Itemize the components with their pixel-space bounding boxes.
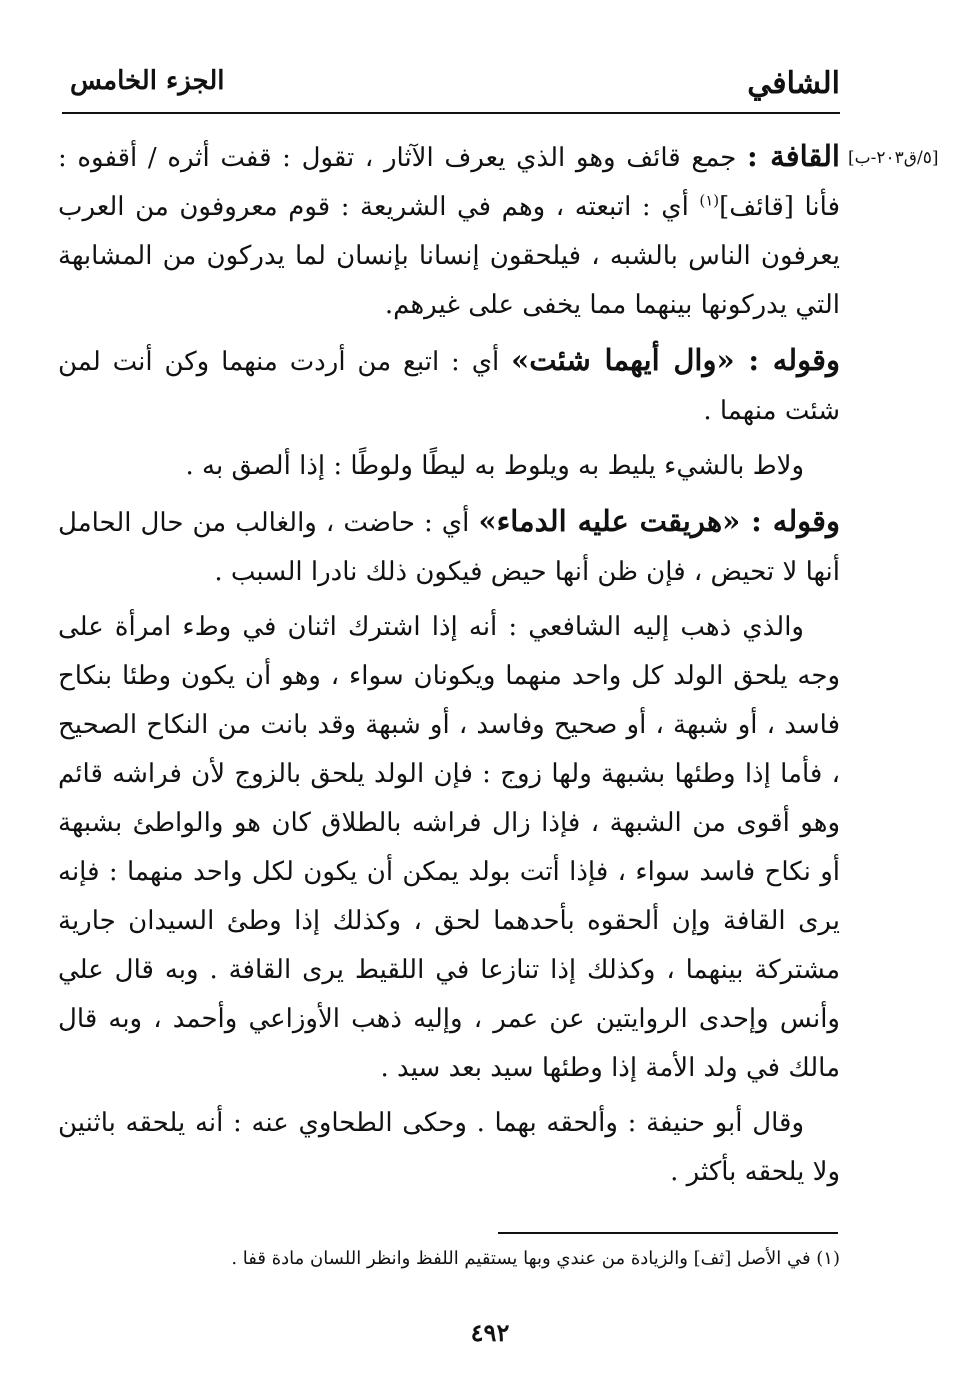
quoted-term: «وال أيهما شئت» (511, 343, 735, 377)
paragraph-abu-hanifa (58, 1099, 840, 1197)
quoted-term: «هريقت عليه الدماء» (478, 504, 741, 538)
paragraph-text: ولاط بالشيء يليط به ويلوط به ليطًا ولوطًا : إذا ألصق به . (185, 451, 804, 481)
paragraph-text: وقال أبو حنيفة : وألحقه بهما . وحكى الطحاوي عنه : أنه يلحقه باثنين ولا يلحقه بأكثر . (58, 1108, 840, 1187)
paragraph-lat (58, 442, 840, 491)
paragraph-text: أي : اتبعته ، وهم في الشريعة : قوم معروفون من العرب يعرفون الناس بالشبه ، فيلحقون إنسانا بإنسان لما يدركون من المشابهة التي يدركونها بينهما مما يخفى على غيرهم. (58, 192, 840, 320)
footnote: (١) في الأصل [ثف] والزيادة من عندي وبها يستقيم اللفظ وانظر اللسان مادة قفا . (231, 1248, 840, 1269)
book-title: الشافي (747, 66, 840, 101)
footnote-rule (498, 1232, 838, 1234)
manuscript-margin-note: [٥/ق٢٠٣-ب] (848, 148, 939, 168)
paragraph-text: جمع قائف وهو الذي يعرف الآثار ، تقول : قفت أثره / أقفوه : فأنا [قائف] (58, 143, 840, 222)
lead-text: وقوله : (734, 343, 840, 377)
paragraph-text: أي : اتبع من أردت منهما وكن أنت لمن شئت منهما . (58, 347, 840, 426)
paragraph-shafii (58, 603, 840, 1093)
lead-text: وقوله : (740, 504, 840, 538)
footnote-marker[interactable]: (١) (699, 191, 720, 210)
paragraph-text: والذي ذهب إليه الشافعي : أنه إذا اشترك اثنان في وطء امرأة على وجه يلحق الولد كل واحد منهما ويكونان سواء ، وهو أن يكون وطئا بنكاح فاسد ، أو شبهة ، أو صحيح وفاسد ، أو شبهة وقد بانت من النكاح الصحيح ، فأما إذا وطئها بشبهة ولها زوج : فإن الولد يلحق بالزوج لأن فراشه قائم وهو أقوى من الشبهة ، فإذا زال فراشه بالطلاق كان هو والواطئ بشبهة أو نكاح فاسد سواء ، فإذا أتت بولد يمكن أن يكون لكل واحد منهما : فإنه يرى القافة وإن ألحقوه بأحدهما لحق ، وكذلك إذا وطئ السيدان جارية مشتركة بينهما ، وكذلك إذا تنازعا في اللقيط يرى القافة . وبه قال علي وأنس وإحدى الروايتين عن عمر ، وإليه ذهب الأوزاعي وأحمد ، وبه قال مالك في ولد الأمة إذا وطئها سيد بعد سيد . (58, 612, 840, 1083)
paragraph-huriqat (58, 497, 840, 597)
paragraph-text: أي : حاضت ، والغالب من حال الحامل أنها لا تحيض ، فإن ظن أنها حيض فيكون ذلك نادرا السبب . (58, 508, 840, 587)
paragraph-wal (58, 336, 840, 436)
main-text (58, 132, 840, 1203)
paragraph-qafa (58, 132, 840, 330)
term-qafa: القافة : (746, 139, 840, 173)
header-rule (62, 112, 840, 114)
page-number: ٤٩٢ (470, 1318, 510, 1347)
volume-title: الجزء الخامس (70, 66, 225, 96)
running-header (60, 62, 840, 106)
